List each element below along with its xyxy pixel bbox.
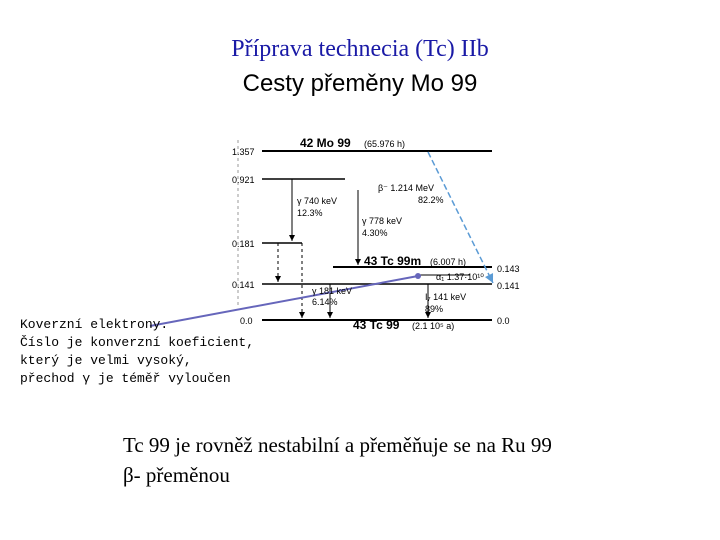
gamma-740-label: γ 740 keV bbox=[297, 196, 338, 206]
gamma-778-label: γ 778 keV bbox=[362, 216, 403, 226]
gamma-740-percent: 12.3% bbox=[297, 208, 323, 218]
bottom-line-1: Tc 99 je rovněž nestabilní a přeměňuje se na Ru 99 bbox=[123, 433, 552, 457]
slide-subtitle: Cesty přeměny Mo 99 bbox=[242, 70, 478, 97]
note-line: přechod γ je téměř vyloučen bbox=[20, 371, 231, 386]
right-value: 0.141 bbox=[497, 281, 520, 291]
gamma-141-label: I₇ 141 keV bbox=[425, 292, 467, 302]
level-value: 0.141 bbox=[232, 280, 255, 290]
right-value: 0.0 bbox=[497, 316, 510, 326]
level-label-mo99: 42 Mo 99 bbox=[300, 136, 351, 150]
note-line: Číslo je konverzní koeficient, bbox=[20, 335, 255, 350]
level-value: 0.921 bbox=[232, 175, 255, 185]
gamma-181-percent: 6.14% bbox=[312, 297, 338, 307]
beta-label: β⁻ 1.214 MeV bbox=[378, 183, 434, 193]
note-line: Koverzní elektrony. bbox=[20, 317, 169, 332]
level-label-tc99: 43 Tc 99 bbox=[353, 318, 400, 332]
half-life: (6.007 h) bbox=[430, 257, 467, 267]
gamma-778-percent: 4.30% bbox=[362, 228, 388, 238]
beta-percent: 82.2% bbox=[418, 195, 444, 205]
level-value: 0.0 bbox=[240, 316, 253, 326]
gamma-181-label: γ 181 keV bbox=[312, 286, 353, 296]
level-label-tc99m: 43 Tc 99m bbox=[364, 254, 422, 268]
level-value: 1.357 bbox=[232, 147, 255, 157]
half-life: (2.1 10⁵ a) bbox=[412, 321, 455, 331]
half-life: (65.976 h) bbox=[364, 139, 406, 149]
pointer-dot bbox=[415, 273, 421, 279]
note-line: který je velmi vysoký, bbox=[20, 353, 192, 368]
right-value: 0.143 bbox=[497, 264, 520, 274]
slide-title: Příprava technecia (Tc) IIb bbox=[231, 36, 489, 62]
alpha-label: α₁ 1.37·10¹⁰ bbox=[436, 272, 484, 282]
bottom-line-2: β- přeměnou bbox=[123, 463, 230, 487]
bottom-text bbox=[123, 430, 703, 490]
gamma-141-percent: 89% bbox=[425, 304, 444, 314]
level-value: 0.181 bbox=[232, 239, 255, 249]
conversion-electron-note bbox=[20, 316, 260, 388]
